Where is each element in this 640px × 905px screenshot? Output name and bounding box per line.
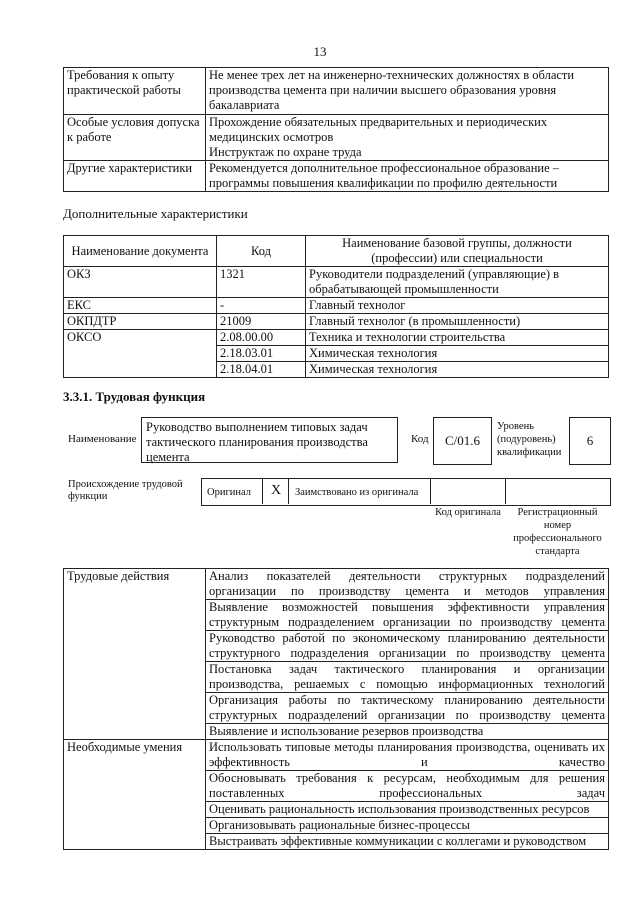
requirement-label: Требования к опыту практической работы [64,68,206,115]
name-cell: Химическая технология [306,346,609,362]
table-row [64,330,609,346]
classifier-table [63,235,609,378]
origin-label: Происхождение трудовой функции [68,479,183,502]
additional-title: Дополнительные характеристики [63,206,248,221]
reg-number-caption: Регистрационный номер профессионального стандарта [513,507,602,557]
list-item: Организовывать рациональные бизнес-процессы [206,818,609,834]
skills-label: Необходимые умения [64,740,206,850]
borrowed-label: Заимствовано из оригинала [295,487,419,498]
function-code: С/01.6 [433,417,492,465]
doc-cell: ЕКС [64,298,217,314]
table-row [64,740,609,771]
list-item: Выявление и использование резервов производства [206,724,609,740]
code-label: Код [411,433,429,445]
function-details-table [63,568,609,850]
table-row [64,267,609,298]
table-row [64,161,609,192]
list-item: Постановка задач тактического планирования и организации производства, решаемых с помощью информационных технологий [206,662,609,693]
list-item: Руководство работой по экономическому планированию деятельности структурного подразделения организации по производству цемента [206,631,609,662]
code-cell: 2.18.04.01 [217,362,306,378]
code-cell: 1321 [217,267,306,298]
code-cell: 21009 [217,314,306,330]
list-item: Анализ показателей деятельности структурных подразделений организации по производству цемента и методов управления [206,569,609,600]
list-item: Обосновывать требования к ресурсам, необходимым для решения поставленных профессиональных задач [206,771,609,802]
requirement-label: Другие характеристики [64,161,206,192]
table-row [64,298,609,314]
name-label: Наименование [68,433,137,445]
name-cell: Химическая технология [306,362,609,378]
code-cell: 2.18.03.01 [217,346,306,362]
column-header: Наименование базовой группы, должности (профессии) или специальности [306,236,609,267]
table-row [64,68,609,115]
list-item: Оценивать рациональность использования производственных ресурсов [206,802,609,818]
page-number: 13 [313,44,327,59]
table-row [64,115,609,161]
requirement-value: Не менее трех лет на инженерно-технических должностях в области производства цемента при наличии высшего образования уровня бакалавриата [206,68,609,115]
column-header: Наименование документа [64,236,217,267]
code-cell: 2.08.00.00 [217,330,306,346]
divider [430,478,431,504]
actions-label: Трудовые действия [64,569,206,740]
list-item: Организация работы по тактическому планированию деятельности структурных подразделений организации по производству цемента [206,693,609,724]
requirement-label: Особые условия допуска к работе [64,115,206,161]
name-cell: Главный технолог [306,298,609,314]
name-cell: Техника и технологии строительства [306,330,609,346]
original-mark: X [270,483,282,498]
code-cell: - [217,298,306,314]
list-item: Использовать типовые методы планирования производства, оценивать их эффективность и качество [206,740,609,771]
table-header-row [64,236,609,267]
list-item: Выявление возможностей повышения эффективности управления структурным подразделением организации по производству цемента [206,600,609,631]
requirements-table [63,67,609,192]
table-row [64,314,609,330]
original-label: Оригинал [207,487,251,498]
qualification-level: 6 [569,417,611,465]
name-cell: Руководители подразделений (управляющие) в обрабатывающей промышленности [306,267,609,298]
doc-cell: ОКСО [64,330,217,378]
column-header: Код [217,236,306,267]
level-label: Уровень (подуровень) квалификации [497,421,562,458]
section-title: 3.3.1. Трудовая функция [63,389,206,404]
divider [262,478,263,504]
doc-cell: ОКЗ [64,267,217,298]
requirement-value: Прохождение обязательных предварительных и периодических медицинских осмотров Инструктаж по охране труда [206,115,609,161]
list-item: Выстраивать эффективные коммуникации с коллегами и руководством [206,834,609,850]
doc-cell: ОКПДТР [64,314,217,330]
divider [505,478,506,504]
function-name: Руководство выполнением типовых задач тактического планирования производства цемента [141,417,398,463]
table-row [64,569,609,600]
code-original-caption: Код оригинала [435,507,501,518]
name-cell: Главный технолог (в промышленности) [306,314,609,330]
divider [288,478,289,504]
requirement-value: Рекомендуется дополнительное профессиональное образование – программы повышения квалификации по профилю деятельности [206,161,609,192]
